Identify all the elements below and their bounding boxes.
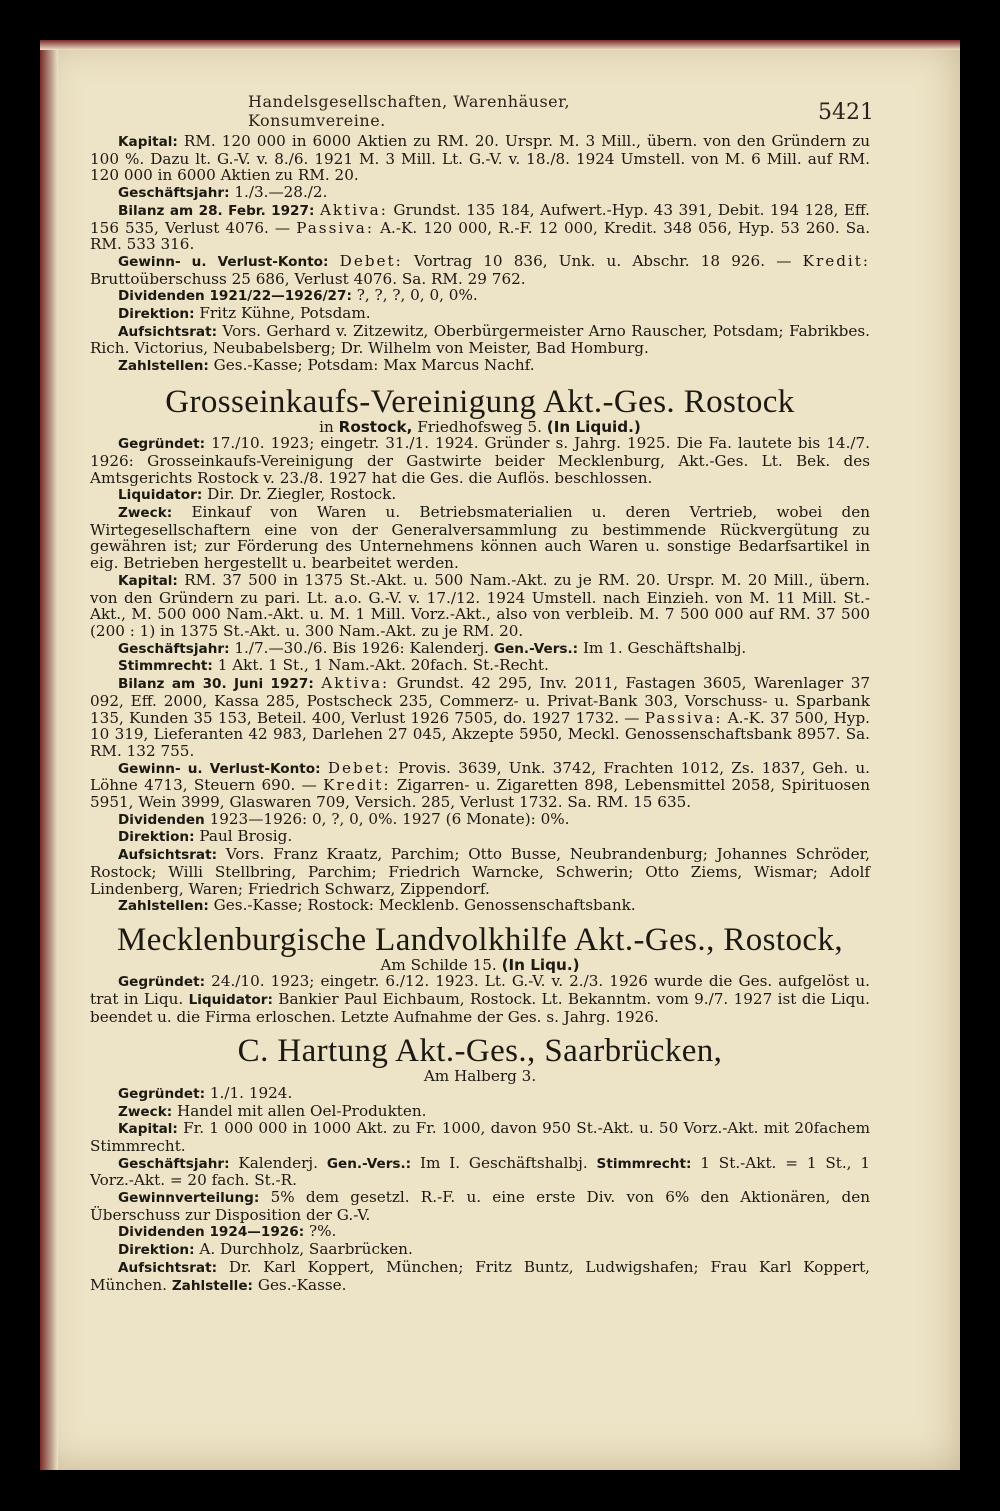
direktion-text: Paul Brosig.	[199, 827, 293, 846]
kapital-label: Kapital:	[118, 572, 178, 589]
subtitle-street: Am Schilde 15.	[380, 955, 497, 974]
aufsichtsrat-paragraph	[90, 323, 870, 357]
stimmrecht-label: Stimmrecht:	[596, 1155, 692, 1172]
geschaeftsjahr-label: Geschäftsjahr:	[118, 1155, 230, 1172]
aufsichtsrat-text: Vors. Gerhard v. Zitzewitz, Oberbürgermeister Arno Rauscher, Potsdam; Fabrikbes. Rich. Victorius, Neubabelsberg; Dr. Wilhelm von Meister, Bad Homburg.	[90, 321, 870, 358]
gegruendet-paragraph	[90, 435, 870, 486]
dividenden-label: Dividenden 1924—1926:	[118, 1224, 305, 1241]
kredit-word: Kredit:	[802, 251, 871, 270]
zahlstellen-label: Zahlstellen:	[118, 898, 209, 915]
zweck-text: Einkauf von Waren u. Betriebsmaterialien u. deren Vertrieb, wobei den Wirtegesellschaftern eine von der Generalversammlung zu bestimmende Rückvergütung zu gewähren ist; zur Förderung des Unternehmens können auch Waren u. sonstige Bedarfsartikel in eig. Betrieben hergestellt u. bearbeitet werden.	[90, 503, 871, 573]
entry-subtitle	[90, 419, 870, 436]
subtitle-prefix: in	[319, 417, 334, 436]
guv-kredit-text: Bruttoüberschuss 25 686, Verlust 4076. Sa. RM. 29 762.	[90, 269, 526, 288]
entry-title: Grosseinkaufs-Vereinigung Akt.-Ges. Rostock	[165, 383, 795, 420]
gewinnverteilung-paragraph	[90, 1189, 870, 1223]
zahlstellen-text: Ges.-Kasse; Rostock: Mecklenb. Genossenschaftsbank.	[213, 896, 636, 915]
aufsichtsrat-label: Aufsichtsrat:	[118, 1259, 217, 1276]
liquidator-paragraph	[90, 486, 870, 504]
aufsichtsrat-text: Vors. Franz Kraatz, Parchim; Otto Busse, Neubrandenburg; Johannes Schröder, Rostock; Willi Stellbring, Parchim; Friedrich Warncke, Schwerin; Otto Ziems, Wismar; Adolf Lindenberg, Waren; Friedrich Schwarz, Zippendorf.	[90, 845, 870, 898]
zweck-text: Handel mit allen Oel-Produkten.	[177, 1101, 427, 1120]
aufsichtsrat-paragraph	[90, 846, 870, 897]
kapital-label: Kapital:	[118, 134, 178, 150]
direktion-label: Direktion:	[118, 1242, 195, 1259]
dividenden-paragraph	[90, 1223, 870, 1241]
stimmrecht-paragraph	[90, 657, 870, 675]
gegruendet-label: Gegründet:	[118, 436, 206, 453]
geschaeftsjahr-label: Geschäftsjahr:	[118, 185, 230, 202]
kapital-paragraph	[90, 133, 870, 184]
running-header: Handelsgesellschaften, Warenhäuser, Konsumvereine.	[248, 92, 571, 130]
bilanz-aktiva-text: Grundst. 42 295, Inv. 2011, Fastagen 3605, Warenlager 37 092, Eff. 2000, Kassa 285, Postscheck 235, Commerz- u. Privat-Bank 303, Vorschuss- u. Sparbank 135, Kunden 35 153, Beteil. 400, Verlust 1926 7505, do. 1927 1732. —	[90, 674, 871, 727]
direktion-label: Direktion:	[118, 829, 195, 846]
dividenden-text: ?, ?, ?, 0, 0, 0%.	[356, 286, 478, 305]
direktion-label: Direktion:	[118, 306, 195, 323]
gegruendet-text: 1./1. 1924.	[209, 1083, 293, 1102]
bilanz-paragraph	[90, 202, 870, 253]
kapital-text: Fr. 1 000 000 in 1000 Akt. zu Fr. 1000, davon 950 St.-Akt. u. 50 Vorz.-Akt. mit 20fachem Stimmrecht.	[90, 1119, 870, 1155]
gewinnverteilung-label: Gewinnverteilung:	[118, 1190, 260, 1207]
zahlstelle-label: Zahlstelle:	[171, 1277, 253, 1294]
direktion-paragraph	[90, 1241, 870, 1259]
direktion-text: A. Durchholz, Saarbrücken.	[199, 1240, 413, 1259]
liquidator-text: Dir. Dr. Ziegler, Rostock.	[207, 485, 397, 504]
zweck-paragraph	[90, 504, 870, 572]
gegruendet-label: Gegründet:	[118, 974, 206, 991]
kapital-label: Kapital:	[118, 1121, 178, 1138]
zahlstelle-text: Ges.-Kasse.	[257, 1275, 347, 1294]
zweck-label: Zweck:	[118, 505, 173, 522]
dividenden-paragraph	[90, 287, 870, 305]
page-number: 5421	[818, 100, 874, 125]
zahlstellen-paragraph	[90, 357, 870, 375]
zahlstellen-label: Zahlstellen:	[118, 358, 209, 375]
debet-word: Debet:	[327, 758, 391, 777]
gegruendet-text: 24./10. 1923; eingetr. 6./12. 1923. Lt. G.-V. v. 2./3. 1926 wurde die Ges. aufgelöst u. trat in Liqu.	[90, 972, 871, 1009]
page-body	[90, 133, 870, 1294]
kapital-paragraph	[90, 1120, 870, 1154]
binding-edge	[40, 40, 58, 1470]
guv-label: Gewinn- u. Verlust-Konto:	[118, 760, 321, 777]
dividenden-paragraph	[90, 811, 870, 829]
guv-paragraph	[90, 253, 870, 287]
gegruendet-paragraph	[90, 1085, 870, 1103]
liquidator-label: Liquidator:	[188, 992, 273, 1009]
bilanz-passiva-text: A.-K. 37 500, Hyp. 10 319, Lieferanten 42 983, Darlehen 27 045, Akzepte 5950, Meckl. Genossenschaftsbank 8957. Sa. RM. 132 755.	[90, 708, 870, 760]
geschaeftsjahr-text: Kalenderj.	[238, 1153, 318, 1172]
bilanz-aktiva-text: Grundst. 135 184, Aufwert.-Hyp. 43 391, Debit. 194 128, Eff. 156 535, Verlust 4076. —	[90, 200, 870, 237]
bilanz-label: Bilanz am 28. Febr. 1927:	[118, 202, 315, 219]
geschaeftsjahr-paragraph	[90, 640, 870, 658]
subtitle-status: (In Liquid.)	[546, 417, 641, 436]
subtitle-status: (In Liqu.)	[501, 955, 580, 974]
subtitle-street: Friedhofsweg 5.	[417, 417, 542, 436]
gegruendet-label: Gegründet:	[118, 1085, 206, 1102]
debet-word: Debet:	[339, 251, 403, 270]
zweck-label: Zweck:	[118, 1103, 173, 1120]
kredit-word: Kredit:	[323, 776, 391, 795]
previous-entry	[90, 133, 870, 375]
stimmrecht-label: Stimmrecht:	[118, 658, 213, 675]
zweck-paragraph	[90, 1103, 870, 1121]
entry-subtitle	[90, 957, 870, 974]
entry-title: C. Hartung Akt.-Ges., Saarbrücken,	[237, 1033, 723, 1070]
aufsichtsrat-text: Dr. Karl Koppert, München; Fritz Buntz, Ludwigshafen; Frau Karl Koppert, München.	[90, 1257, 871, 1294]
aktiva-word: Aktiva:	[319, 200, 388, 219]
liquidator-label: Liquidator:	[118, 487, 203, 504]
top-edge	[40, 40, 960, 50]
bilanz-label: Bilanz am 30. Juni 1927:	[118, 676, 314, 693]
genvers-label: Gen.-Vers.:	[493, 640, 579, 657]
gegruendet-paragraph	[90, 973, 870, 1025]
kapital-paragraph	[90, 572, 870, 640]
entry-subtitle	[90, 1068, 870, 1085]
passiva-word: Passiva:	[644, 708, 723, 727]
dividenden-text: 1923—1926: 0, ?, 0, 0%. 1927 (6 Monate): 0%.	[209, 809, 570, 828]
aufsichtsrat-paragraph	[90, 1259, 870, 1294]
stimmrecht-text: 1 St.-Akt. = 1 St., 1 Vorz.-Akt. = 20 fach. St.-R.	[90, 1153, 871, 1190]
geschaeftsjahr-paragraph	[90, 1155, 870, 1189]
geschaeftsjahr-paragraph	[90, 184, 870, 202]
geschaeftsjahr-label: Geschäftsjahr:	[118, 640, 230, 657]
guv-kredit-text: Zigarren- u. Zigaretten 898, Lebensmittel 2058, Spirituosen 5951, Wein 3999, Glaswaren 709, Versich. 285, Verlust 1732. Sa. RM. 15 635.	[90, 776, 870, 812]
guv-debet-text: Vortrag 10 836, Unk. u. Abschr. 18 926. —	[413, 251, 792, 270]
stimmrecht-text: 1 Akt. 1 St., 1 Nam.-Akt. 20fach. St.-Recht.	[217, 656, 549, 675]
zahlstellen-text: Ges.-Kasse; Potsdam: Max Marcus Nachf.	[213, 356, 535, 375]
dividenden-label: Dividenden	[118, 811, 205, 828]
subtitle-street: Am Halberg 3.	[423, 1067, 537, 1086]
aufsichtsrat-label: Aufsichtsrat:	[118, 323, 217, 340]
kapital-text: RM. 120 000 in 6000 Aktien zu RM. 20. Urspr. M. 3 Mill., übern. von den Gründern zu 100 %. Dazu lt. G.-V. v. 8./6. 1921 M. 3 Mill. Lt. G.-V. v. 18./8. 1924 Umstell. von M. 6 Mill. auf RM. 120 000 in 6000 Aktien zu RM. 20.	[90, 132, 870, 185]
geschaeftsjahr-text: 1./3.—28./2.	[234, 183, 328, 202]
genvers-text: Im 1. Geschäftshalbj.	[582, 638, 747, 657]
aktiva-word: Aktiva:	[321, 674, 390, 693]
bilanz-paragraph	[90, 675, 870, 760]
entry-title: Mecklenburgische Landvolkhilfe Akt.-Ges., Rostock,	[116, 921, 843, 958]
subtitle-city: Rostock,	[338, 417, 413, 436]
direktion-text: Fritz Kühne, Potsdam.	[199, 304, 371, 323]
aufsichtsrat-label: Aufsichtsrat:	[118, 847, 217, 864]
bilanz-passiva-text: A.-K. 120 000, R.-F. 12 000, Kredit. 348 056, Hyp. 53 260. Sa. RM. 533 316.	[90, 218, 871, 254]
direktion-paragraph	[90, 828, 870, 846]
kapital-text: RM. 37 500 in 1375 St.-Akt. u. 500 Nam.-Akt. zu je RM. 20. Urspr. M. 20 Mill., übern. von den Gründern zu pari. Lt. a.o. G.-V. v. 17./12. 1924 Umstell. nach Einzieh. von M. 11 Mill. St.-Akt., M. 500 000 Nam.-Akt. u. M. 1 Mill. Vorz.-Akt., also von verbleib. M. 7 500 000 auf RM. 37 500 (200 : 1) in 1375 St.-Akt. u. 300 Nam.-Akt. zu je RM. 20.	[90, 570, 870, 640]
genvers-label: Gen.-Vers.:	[326, 1155, 412, 1172]
guv-debet-text: Provis. 3639, Unk. 3742, Frachten 1012, Zs. 1837, Geh. u. Löhne 4713, Steuern 690. —	[90, 758, 870, 795]
genvers-text: Im I. Geschäftshalbj.	[419, 1153, 588, 1172]
dividenden-text: ?%.	[308, 1222, 337, 1241]
geschaeftsjahr-text: 1./7.—30./6. Bis 1926: Kalenderj.	[234, 638, 490, 657]
entry-mecklenburgische-landvolkhilfe	[90, 921, 871, 1026]
entry-c-hartung	[90, 1033, 871, 1294]
guv-label: Gewinn- u. Verlust-Konto:	[118, 253, 329, 270]
guv-paragraph	[90, 760, 870, 811]
liquidator-text: Bankier Paul Eichbaum, Rostock. Lt. Bekanntm. vom 9./7. 1927 ist die Liqu. beendet u. die Firma erloschen. Letzte Aufnahme der Ges. s. Jahrg. 1926.	[90, 990, 871, 1026]
book-page	[40, 40, 960, 1470]
direktion-paragraph	[90, 305, 870, 323]
gewinnverteilung-text: 5% dem gesetzl. R.-F. u. eine erste Div. von 6% den Aktionären, den Überschuss zur Disposition der G.-V.	[90, 1188, 871, 1224]
entry-grosseinkaufs-vereinigung	[90, 383, 871, 915]
gegruendet-text: 17./10. 1923; eingetr. 31./1. 1924. Gründer s. Jahrg. 1925. Die Fa. lautete bis 14./7. 1926: Grosseinkaufs-Vereinigung der Gastwirte beider Mecklenburg, Akt.-Ges. Lt. Bek. des Amtsgerichts Rostock v. 23./8. 1927 hat die Ges. die Auflös. beschlossen.	[90, 434, 871, 487]
dividenden-label: Dividenden 1921/22—1926/27:	[118, 288, 352, 305]
zahlstellen-paragraph	[90, 897, 870, 915]
passiva-word: Passiva:	[296, 218, 374, 237]
